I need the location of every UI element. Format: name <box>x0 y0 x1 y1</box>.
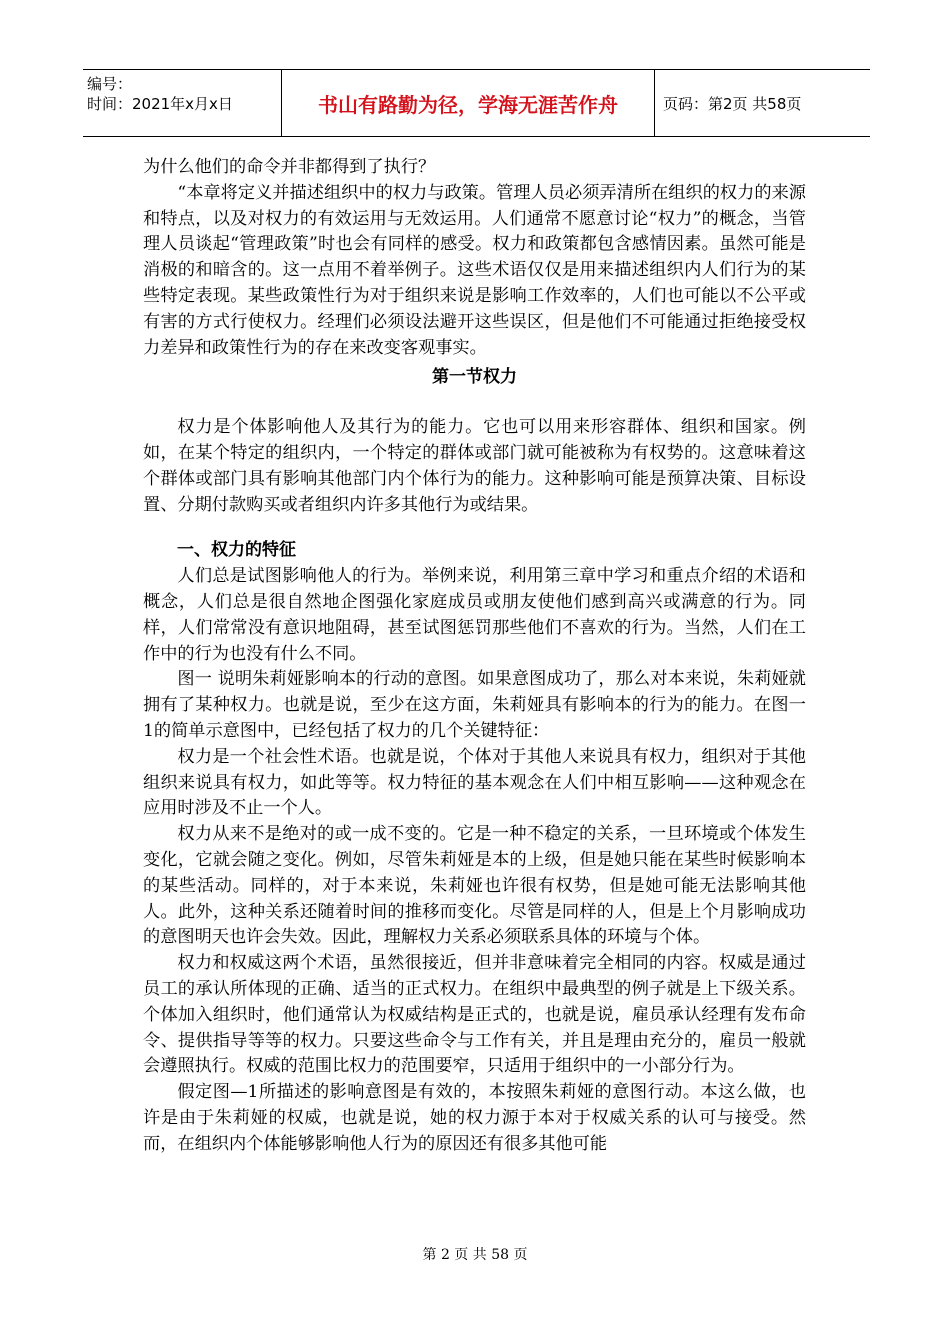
header-meta-cell <box>83 70 282 136</box>
paragraph: 权力是一个社会性术语。也就是说，个体对于其他人来说具有权力，组织对于其他组织来说具有权力，如此等等。权力特征的基本观念在人们中相互影响——这种观念在应用时涉及不止一个人。 <box>143 746 806 819</box>
paragraph: 假定图—1所描述的影响意图是有效的，本按照朱莉娅的意图行动。本这么做，也许是由于朱莉娅的权威，也就是说，她的权力源于本对于权威关系的认可与接受。然而，在组织内个体能够影响他人行为的原因还有很多其他可能 <box>143 1082 806 1154</box>
header-page-info: 页码：第2页 共58页 <box>663 94 802 113</box>
document-body <box>143 155 806 1157</box>
paragraph: 为什么他们的命令并非都得到了执行？ <box>143 157 436 177</box>
paragraph: 人们总是试图影响他人的行为。举例来说，利用第三章中学习和重点介绍的术语和概念，人们总是很自然地企图强化家庭成员或朋友使他们感到高兴或满意的行为。同样，人们常常没有意识地阻碍，甚至试图惩罚那些他们不喜欢的行为。当然，人们在工作中的行为也没有什么不同。 <box>143 566 806 664</box>
spacer <box>143 391 806 415</box>
header-number-label: 编号： <box>87 75 133 93</box>
paragraph: “本章将定义并描述组织中的权力与政策。管理人员必须弄清所在组织的权力的来源和特点，以及对权力的有效运用与无效运用。人们通常不愿意讨论“权力”的概念，当管理人员谈起“管理政策”时也会有同样的感受。权力和政策都包含感情因素。虽然可能是消极的和暗含的。这一点用不着举例子。这些术语仅仅是用来描述组织内人们行为的某些特定表现。某些政策性行为对于组织来说是影响工作效率的，人们也可能以不公平或有害的方式行使权力。经理们必须设法避开这些误区，但是他们不可能通过拒绝接受权力差异和政策性行为的存在来改变客观事实。 <box>143 182 806 358</box>
spacer <box>143 518 806 538</box>
header-time-label: 时间：2021年x月x日 <box>87 95 233 113</box>
header-motto: 书山有路勤为径，学海无涯苦作舟 <box>282 70 655 136</box>
paragraph: 权力和权威这两个术语，虽然很接近，但并非意味着完全相同的内容。权威是通过员工的承认所体现的正确、适当的正式权力。在组织中最典型的例子就是上下级关系。个体加入组织时，他们通常认为权威结构是正式的，也就是说，雇员承认经理有发布命令、提供指导等等的权力。只要这些命令与工作有关，并且是理由充分的，雇员一般就会遵照执行。权威的范围比权力的范围要窄，只适用于组织中的一小部分行为。 <box>143 953 806 1077</box>
paragraph: 权力是个体影响他人及其行为的能力。它也可以用来形容群体、组织和国家。例如，在某个特定的组织内，一个特定的群体或部门就可能被称为有权势的。这意味着这个群体或部门具有影响其他部门内个体行为的能力。这种影响可能是预算决策、目标设置、分期付款购买或者组织内许多其他行为或结果。 <box>143 417 806 515</box>
paragraph: 权力从来不是绝对的或一成不变的。它是一种不稳定的关系，一旦环境或个体发生变化，它就会随之变化。例如，尽管朱莉娅是本的上级，但是她只能在某些时候影响本的某些活动。同样的，对于本来说，朱莉娅也许很有权势，但是她可能无法影响其他人。此外，这种关系还随着时间的推移而变化。尽管是同样的人，但是上个月影响成功的意图明天也许会失效。因此，理解权力关系必须联系具体的环境与个体。 <box>143 824 806 948</box>
document-header <box>83 69 870 137</box>
section-title: 第一节权力 <box>432 367 517 388</box>
paragraph: 图一 说明朱莉娅影响本的行动的意图。如果意图成功了，那么对本来说，朱莉娅就拥有了某种权力。也就是说，至少在这方面，朱莉娅具有影响本的行为的能力。在图一1的简单示意图中，已经包括了权力的几个关键特征： <box>143 669 806 741</box>
page-footer: 第 2 页 共 58 页 <box>422 1247 528 1263</box>
subsection-heading: 一、权力的特征 <box>177 540 296 561</box>
